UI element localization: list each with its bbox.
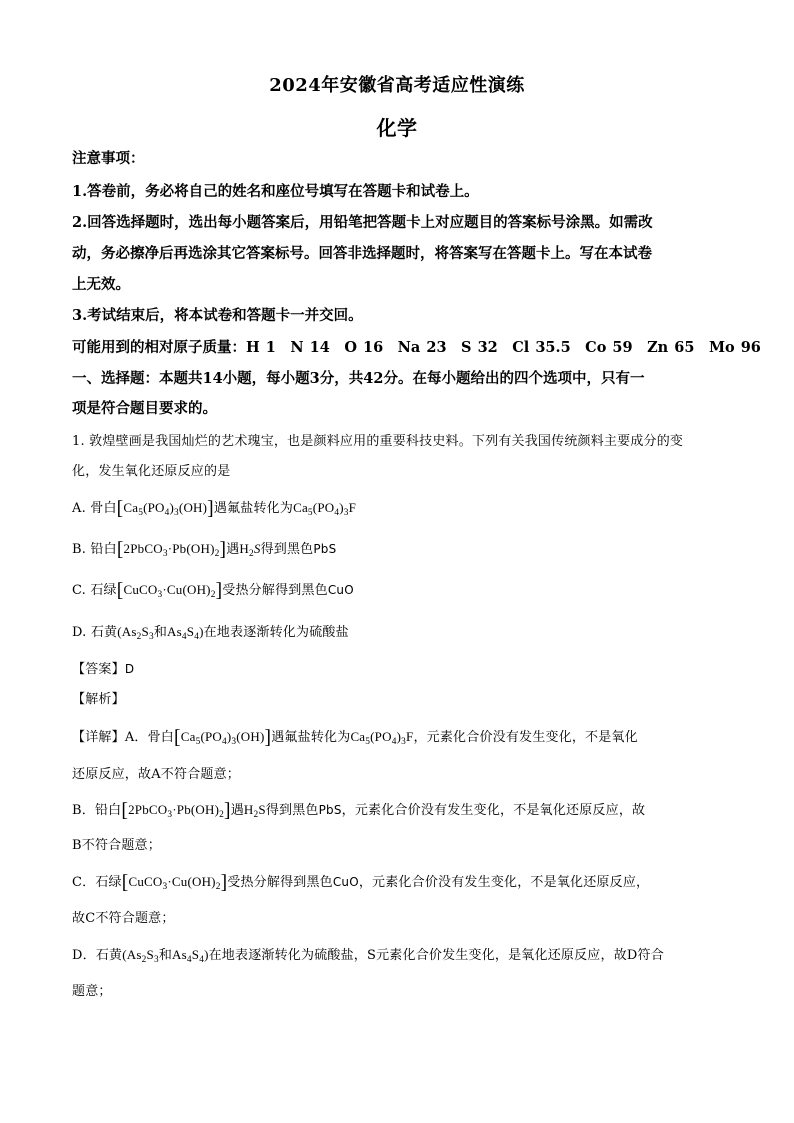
detail-b-label: B．铅白: [72, 803, 122, 818]
detail-c-label: C．石绿: [72, 875, 122, 890]
detail-b-suffix: 得到黑色: [265, 803, 319, 818]
detail-a-mid: 遇氟盐转化为: [271, 730, 351, 745]
formula-bone-white: $[Ca_5(PO_4)_3(OH)]$: [116, 498, 214, 520]
detail-c-mid: 受热分解得到黑色: [227, 875, 333, 890]
option-a: [72, 498, 356, 519]
detail-d-label: D．石黄: [72, 948, 123, 963]
formula-cuo: CuO: [327, 583, 354, 597]
detail-formula-cuo: CuO: [332, 875, 359, 889]
formula-lead-white: $[2PbCO_3\cdot Pb(OH)_2]$: [116, 539, 227, 561]
answer: [72, 659, 134, 680]
option-b-suffix: 得到黑色: [260, 542, 314, 557]
option-d-and: 和: [153, 625, 168, 640]
notice-item-1: 1.答卷前，务必将自己的姓名和座位号填写在答题卡和试卷上。: [72, 183, 479, 200]
answer-value: D: [124, 662, 135, 676]
section-heading: 一、选择题：本题共14小题，每小题3分，共42分。在每小题给出的四个选项中，只有一: [72, 370, 645, 387]
notice-heading: 注意事项：: [72, 150, 145, 167]
detail-a-label: A．骨白: [124, 730, 175, 745]
notice-item-2-cont: 动，务必擦净后再选涂其它答案标号。回答非选择题时，将答案写在答题卡上。写在本试卷: [72, 245, 652, 262]
detail-formula-malachite: $[CuCO_3\cdot Cu(OH)_2]$: [121, 872, 228, 894]
section-heading-cont: 项是符合题目要求的。: [72, 400, 217, 417]
formula-fluorapatite: $Ca_5(PO_4)_3F$: [293, 500, 357, 518]
notice-item-2-end: 上无效。: [72, 276, 130, 293]
detail-d: [72, 945, 664, 966]
option-c: [72, 580, 354, 601]
detail-a-suffix: ，元素化合价没有发生变化，不是氧化: [413, 730, 638, 745]
notice-item-2: 2.回答选择题时，选出每小题答案后，用铅笔把答题卡上对应题目的答案标号涂黑。如需改: [72, 214, 653, 231]
option-c-text: 受热分解得到黑色: [222, 583, 328, 598]
exam-title: 2024年安徽省高考适应性演练: [269, 75, 525, 96]
detail-c: [72, 872, 649, 893]
detail-d-tail: 在地表逐渐转化为硫酸盐，S元素化合价发生变化，是氧化还原反应，故D符合: [208, 948, 664, 963]
option-b: [72, 539, 336, 560]
detail-c-cont: 故C不符合题意；: [72, 911, 175, 926]
detail-formula-bone-white: $[Ca_5(PO_4)_3(OH)]$: [174, 727, 272, 749]
detail-b-mid: 遇: [230, 803, 244, 818]
option-c-label: C. 石绿: [72, 583, 117, 598]
option-d-text: 在地表逐渐转化为硫酸盐: [203, 625, 349, 640]
formula-malachite: $[CuCO_3\cdot Cu(OH)_2]$: [116, 580, 223, 602]
detail-formula-realgar: $As_4S_4$): [172, 947, 209, 965]
question-stem-cont: 化，发生氧化还原反应的是: [72, 464, 231, 479]
option-a-text: 遇氟盐转化为: [213, 501, 294, 516]
option-d: [72, 622, 349, 643]
formula-h2s: $H_2S$: [239, 541, 261, 559]
detail-formula-fluorapatite: $Ca_5(PO_4)_3F$: [350, 729, 414, 747]
detail-b-tail: ，元素化合价没有发生变化，不是氧化还原反应，故: [341, 803, 646, 818]
notice-item-3: 3.考试结束后，将本试卷和答题卡一并交回。: [72, 307, 363, 324]
option-a-label: A. 骨白: [72, 501, 117, 516]
detail-formula-pbs: PbS: [318, 803, 342, 817]
subject-title: 化学: [376, 116, 418, 140]
detail-label: 【详解】: [72, 730, 125, 745]
formula-orpiment: ($As_2S_3$: [117, 624, 154, 642]
detail-formula-orpiment: ($As_2S_3$: [122, 947, 159, 965]
detail-d-cont: 题意；: [72, 984, 112, 999]
atomic-masses: 可能用到的相对原子质量：H 1 N 14 O 16 Na 23 S 32 Cl 35.5 Co 59 Zn 65 Mo 96: [72, 339, 761, 356]
question-stem: 1. 敦煌壁画是我国灿烂的艺术瑰宝，也是颜料应用的重要科技史料。下列有关我国传统颜料主要成分的变: [72, 434, 684, 449]
option-d-label: D. 石黄: [72, 625, 118, 640]
option-b-text: 遇: [226, 542, 240, 557]
detail-b-cont: B不符合题意；: [72, 838, 161, 853]
detail-formula-lead-white: $[2PbCO_3\cdot Pb(OH)_2]$: [121, 800, 231, 822]
detail-c-tail: ，元素化合价没有发生变化，不是氧化还原反应，: [358, 875, 650, 890]
detail-a-cont: 还原反应，故A不符合题意；: [72, 767, 240, 782]
answer-label: 【答案】: [72, 662, 125, 677]
option-b-label: B. 铅白: [72, 542, 117, 557]
detail-b: [72, 800, 645, 821]
analysis-label: 【解析】: [72, 692, 125, 707]
formula-realgar: $As_4S_4$): [167, 624, 204, 642]
detail-d-and: 和: [158, 948, 173, 963]
detail-formula-h2s: $H_2S$: [243, 802, 266, 820]
formula-pbs: PbS: [313, 542, 337, 556]
detail-a: [72, 727, 638, 748]
